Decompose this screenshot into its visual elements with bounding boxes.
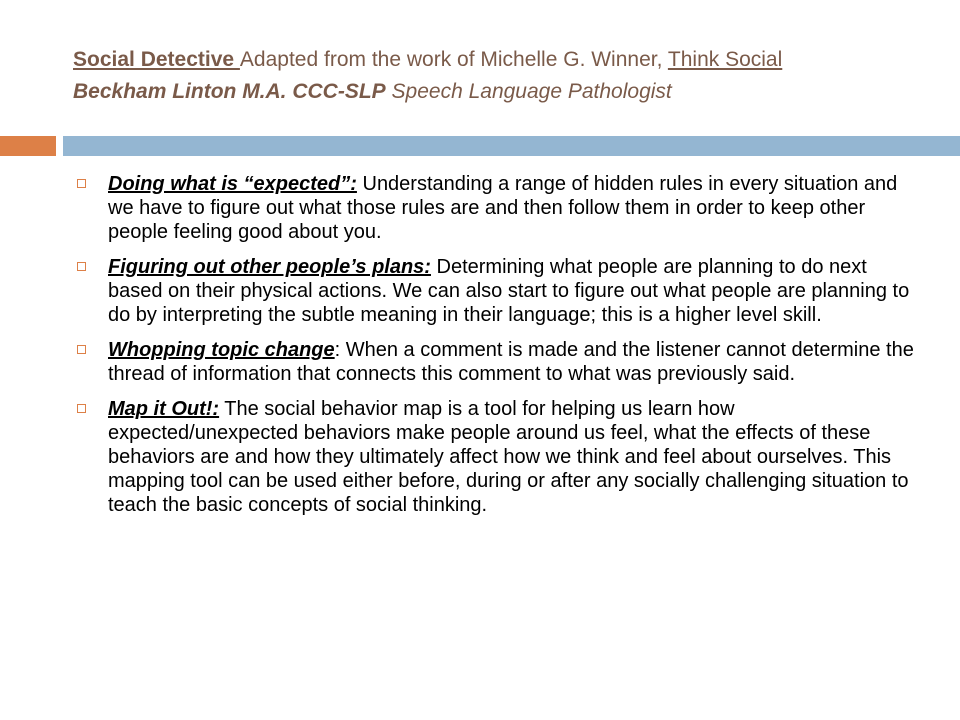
bullet-term: Whopping topic change <box>108 339 335 361</box>
social-detective-title: Social Detective <box>73 48 240 71</box>
hollow-square-bullet-icon <box>77 345 86 354</box>
bullet-item-topic-change <box>74 338 924 386</box>
bullet-text: Understanding a range of hidden rules in every situation and we have to figure out what those rules are and then follow them in order to keep other people feeling good about you. <box>108 173 898 243</box>
author-role: Speech Language Pathologist <box>385 80 672 103</box>
bullet-term: Figuring out other people’s plans: <box>108 256 431 278</box>
bullet-item-expected <box>74 172 924 244</box>
hollow-square-bullet-icon <box>77 404 86 413</box>
bullet-item-plans <box>74 255 924 327</box>
title-line-1 <box>73 44 943 76</box>
bullet-text: Determining what people are planning to do next based on their physical actions. We can also start to figure out what people are planning to do by interpreting the subtle meaning in their language; this is a higher level skill. <box>108 256 910 326</box>
bullet-item-map-it-out <box>74 397 924 517</box>
hollow-square-bullet-icon <box>77 262 86 271</box>
think-social-title: Think Social <box>667 48 783 71</box>
bullet-list <box>74 172 924 528</box>
bullet-text: : When a comment is made and the listener cannot determine the thread of information that connects this comment to what was previously said. <box>108 339 914 385</box>
orange-accent-bar <box>0 136 56 156</box>
bullet-term: Map it Out!: <box>108 398 220 420</box>
bullet-term: Doing what is “expected”: <box>108 173 357 195</box>
slide-title <box>73 44 943 108</box>
bullet-text: The social behavior map is a tool for helping us learn how expected/unexpected behaviors make people around us feel, what the effects of these behaviors are and how they ultimately affect how we think and feel about ourselves. This mapping tool can be used either before, during or after any socially challenging situation to teach the basic concepts of social thinking. <box>108 398 909 516</box>
adapted-from-text: Adapted from the work of Michelle G. Winner, <box>239 48 668 71</box>
blue-accent-bar <box>63 136 960 156</box>
title-line-2 <box>73 76 943 108</box>
author-name: Beckham Linton M.A. CCC-SLP <box>73 80 386 103</box>
hollow-square-bullet-icon <box>77 179 86 188</box>
